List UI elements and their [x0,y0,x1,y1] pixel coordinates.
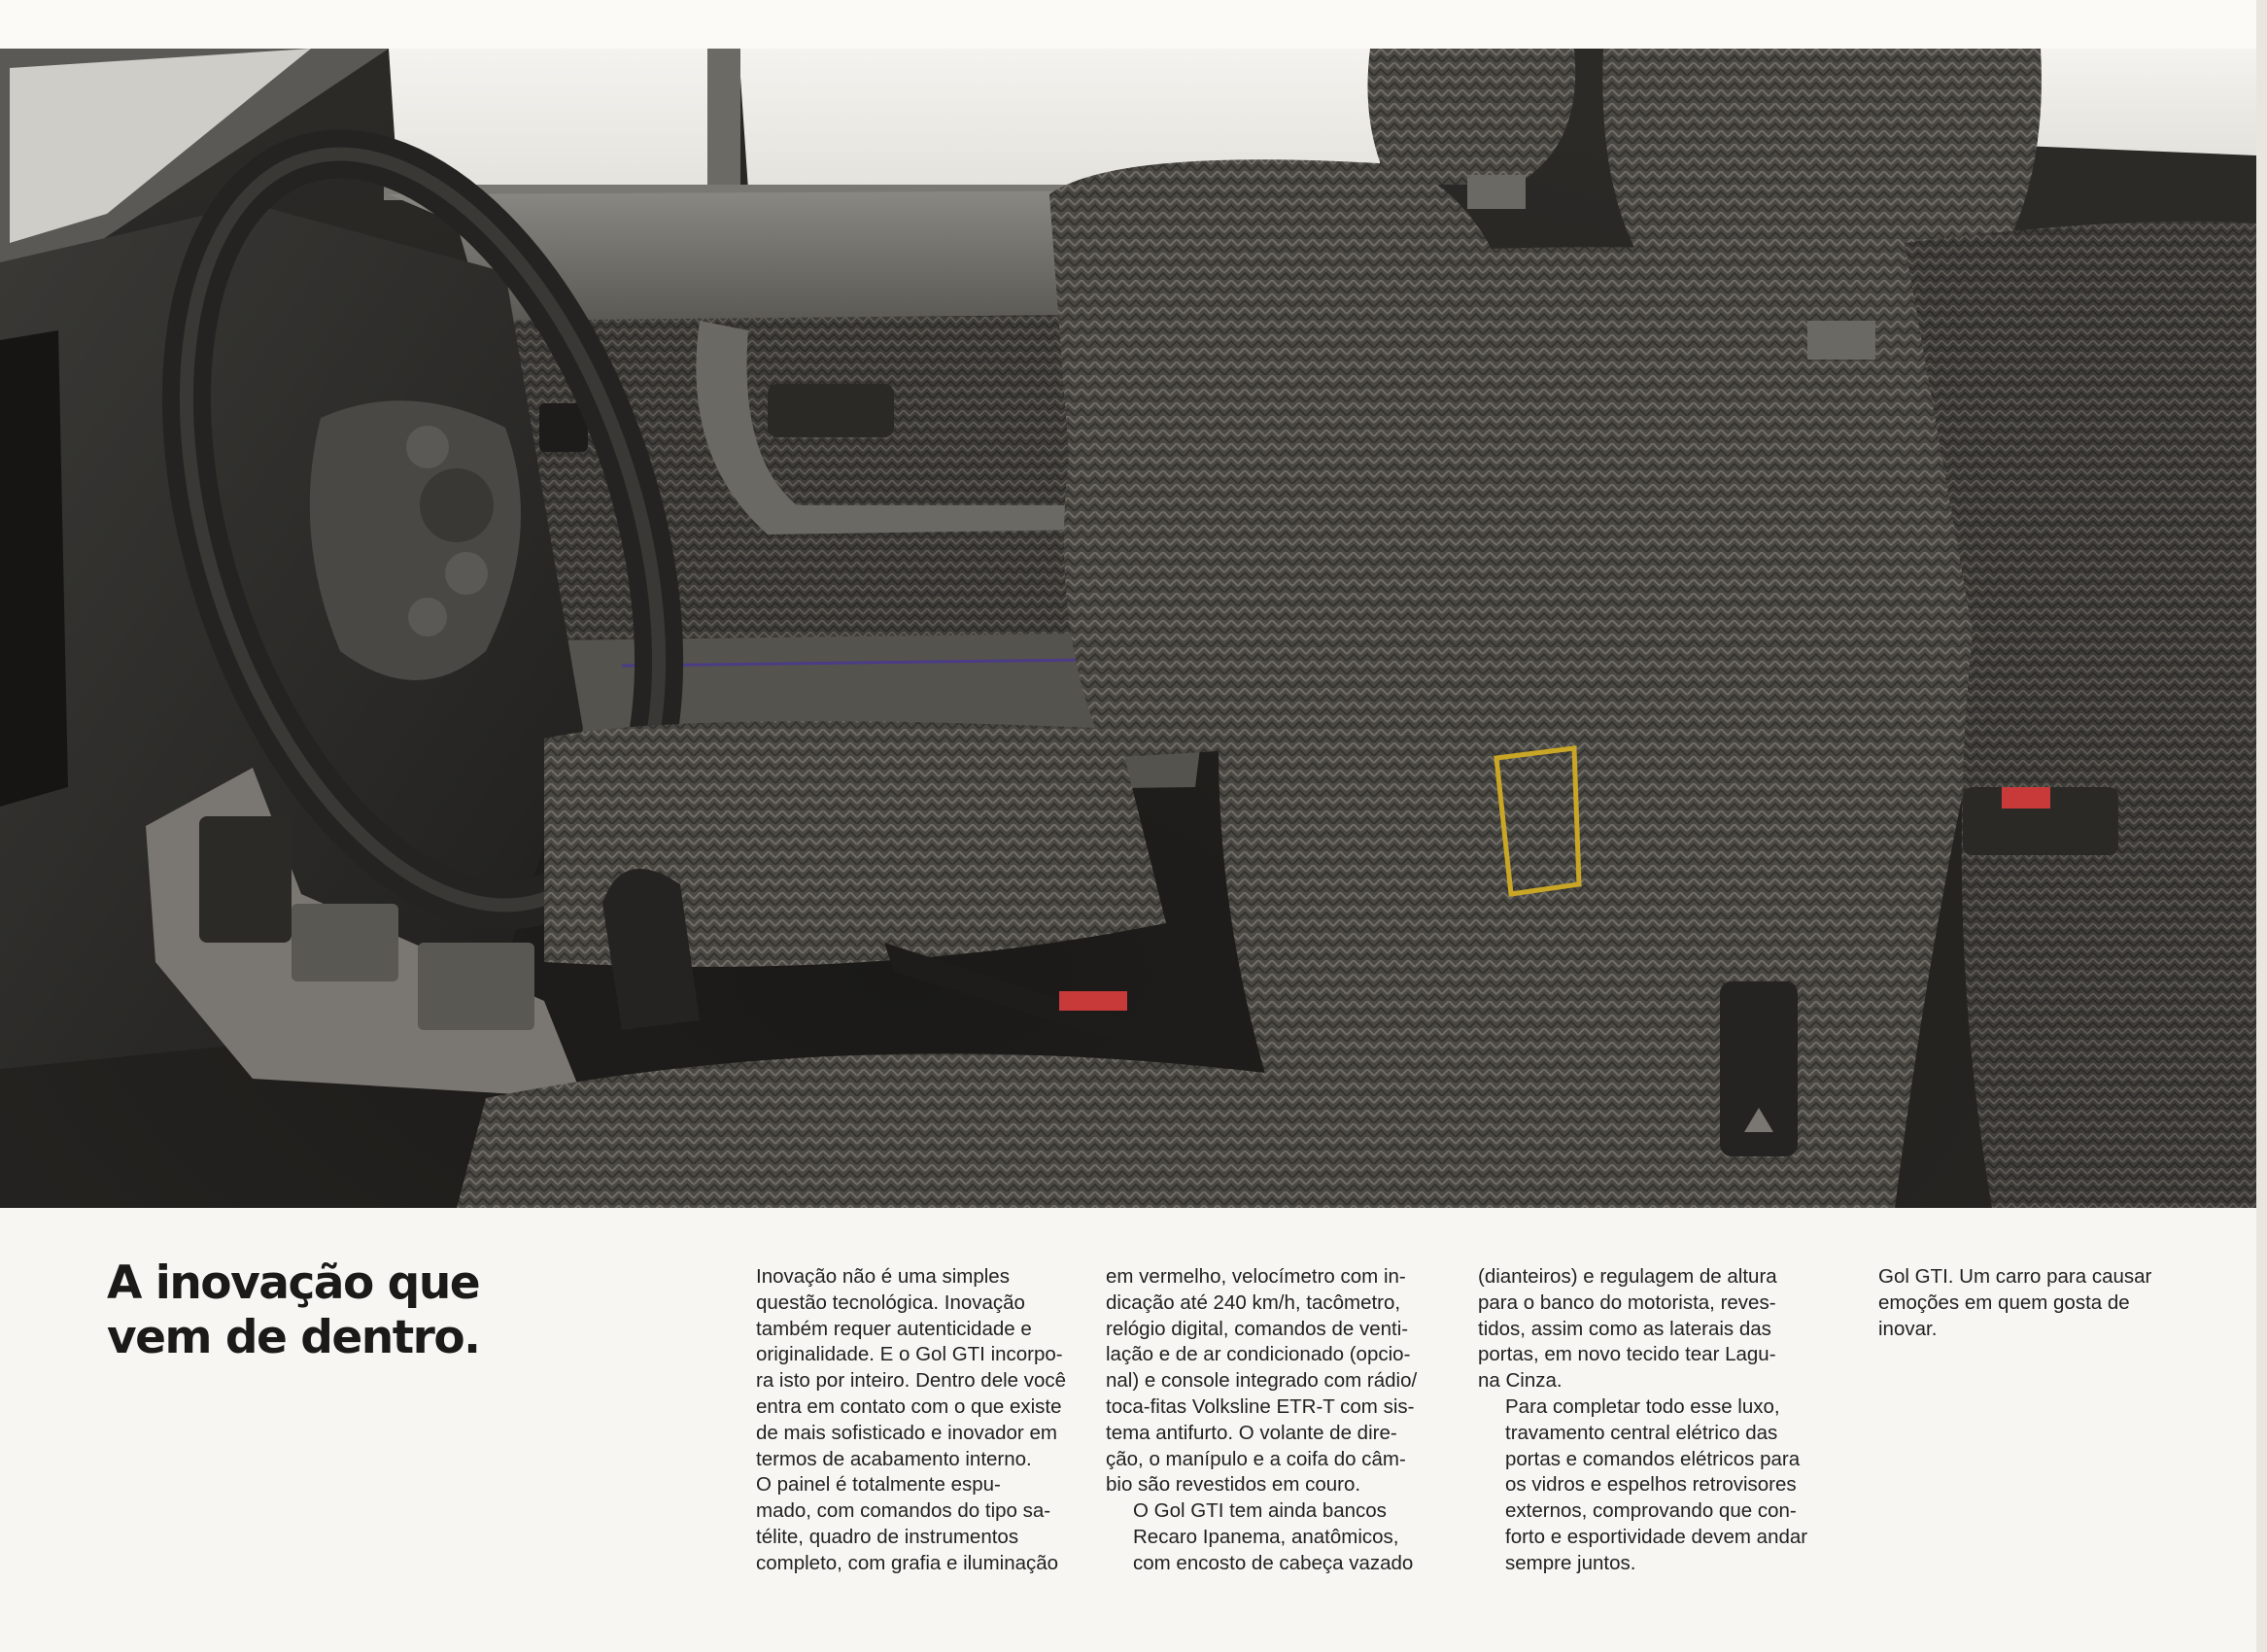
text-line: O Gol GTI tem ainda bancos [1133,1499,1387,1523]
text-line: tema antifurto. O volante de dire- [1106,1421,1397,1444]
text-line: forto e esportividade devem andar [1505,1525,1808,1548]
body-column-2 [1106,1264,1426,1577]
text-line: externos, comprovando que con- [1505,1499,1797,1523]
text-line: originalidade. E o Gol GTI incorpo- [756,1343,1063,1366]
text-line: ra isto por inteiro. Dentro dele você [756,1369,1067,1393]
text-line: também requer autenticidade e [756,1317,1032,1340]
text-line: de mais sofisticado e inovador em [756,1421,1057,1444]
body-column-3 [1478,1264,1808,1577]
text-line: com encosto de cabeça vazado [1133,1551,1414,1574]
car-interior-illustration [0,49,2256,1208]
text-line: sempre juntos. [1505,1551,1636,1574]
text-line: relógio digital, comandos de venti- [1106,1317,1409,1340]
text-line: em vermelho, velocímetro com in- [1106,1265,1406,1288]
text-line: portas e comandos elétricos para [1505,1447,1801,1470]
text-line: travamento central elétrico das [1505,1421,1778,1444]
text-line: inovar. [1878,1317,1938,1340]
text-line: mado, com comandos do tipo sa- [756,1499,1051,1523]
text-line: os vidros e espelhos retrovisores [1505,1473,1797,1497]
text-line: termos de acabamento interno. [756,1447,1032,1470]
text-line: Recaro Ipanema, anatômicos, [1133,1525,1399,1548]
text-line: (dianteiros) e regulagem de altura [1478,1265,1777,1288]
text-line: bio são revestidos em couro. [1106,1473,1361,1497]
text-line: Gol GTI. Um carro para causar [1878,1265,2152,1288]
text-line: lação e de ar condicionado (opcio- [1106,1343,1411,1366]
text-line: nal) e console integrado com rádio/ [1106,1369,1418,1393]
text-line: Inovação não é uma simples [756,1265,1010,1288]
headline-line-2: vem de dentro. [107,1311,480,1364]
paragraph [1106,1498,1426,1576]
text-line: para o banco do motorista, reves- [1478,1291,1776,1314]
text-line: completo, com grafia e iluminação [756,1551,1059,1574]
paragraph [729,1264,1067,1472]
text-line: questão tecnológica. Inovação [756,1291,1025,1314]
top-margin [0,0,2267,49]
text-line: tidos, assim como as laterais das [1478,1317,1771,1340]
text-line: emoções em quem gosta de [1878,1291,2130,1314]
car-interior-photo [0,49,2256,1208]
page-edge [2256,0,2267,1652]
text-line: ção, o manípulo e a coifa do câm- [1106,1447,1406,1470]
text-line: Para completar todo esse luxo, [1505,1394,1780,1418]
text-line: entra em contato com o que existe [756,1394,1062,1418]
text-line: O painel é totalmente espu- [756,1473,1001,1497]
paragraph [1851,1264,2172,1342]
body-column-1 [729,1264,1067,1577]
text-line: télite, quadro de instrumentos [756,1525,1019,1548]
text-line: portas, em novo tecido tear Lagu- [1478,1343,1776,1366]
text-line: toca-fitas Volksline ETR-T com sis- [1106,1394,1415,1418]
text-line: dicação até 240 km/h, tacômetro, [1106,1291,1401,1314]
paragraph [1478,1394,1808,1577]
text-line: na Cinza. [1478,1369,1563,1393]
headline [107,1256,612,1365]
paragraph [1478,1264,1799,1394]
body-column-4 [1851,1264,2172,1342]
paragraph [1106,1264,1426,1498]
headline-line-1: A inovação que [107,1256,480,1310]
paragraph [729,1472,1059,1576]
